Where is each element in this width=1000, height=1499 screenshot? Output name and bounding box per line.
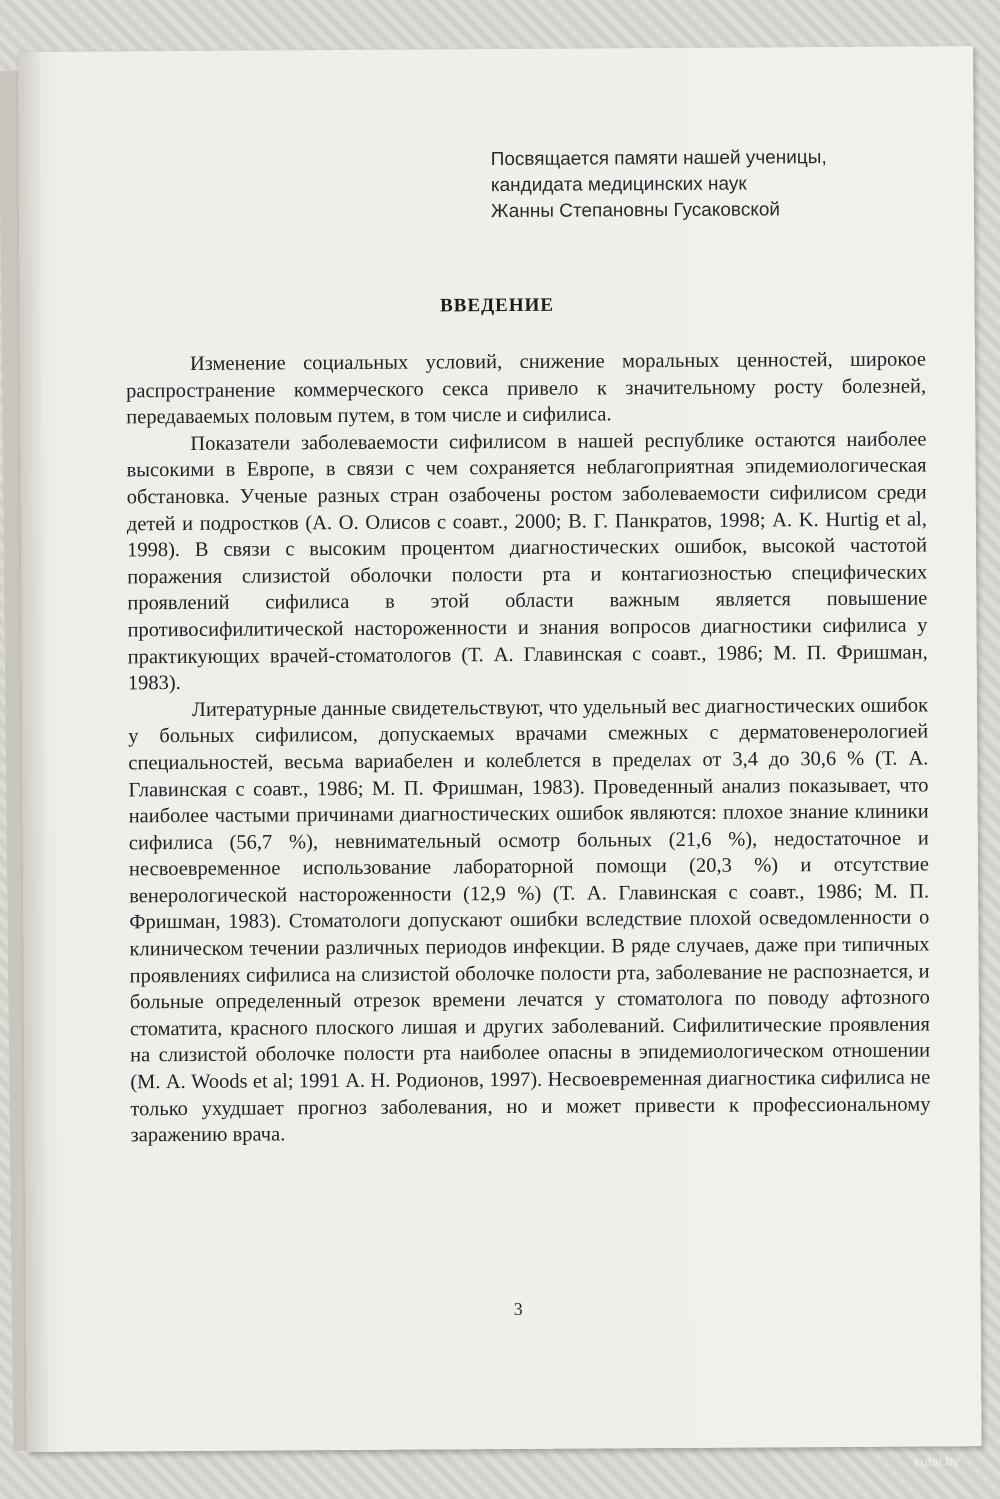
document-page <box>18 46 982 1452</box>
dedication-line: Жанны Степановны Гусаковской <box>490 199 781 223</box>
paragraph: Литературные данные свидетельствуют, что удельный вес диагностических ошибок у больных сифилисом, допускаемых врачами смежных с дерматовенерологией специальностей, весьма вариабелен и колеблется в пределах от 3,4 до 30,6 % (Т. А. Главинская с соавт., 1986; М. П. Фришман, 1983). Проведенный анализ показывает, что наиболее частыми причинами диагностических ошибок являются: плохое знание клиники сифилиса (56,7 %), невнимательный осмотр больных (21,6 %), недостаточное и несвоевременное использование лабораторной помощи (20,3 %) и отсутствие венерологической настороженности (12,9 %) (Т. А. Главинская с соавт., 1986; М. П. Фришман, 1983). Стоматологи допускают ошибки вследствие плохой осведомленности о клиническом течении различных периодов инфекции. В ряде случаев, даже при типичных проявлениях сифилиса на слизистой оболочке полости рта, заболевание не распознается, и больные определенный отрезок времени лечатся у стоматолога по поводу афтозного стоматита, красного плоского лишая и других заболеваний. Сифилитические проявления на слизистой оболочке полости рта наиболее опасны в эпидемиологическом отношении (М. А. Woods et al; 1991 А. Н. Родионов, 1997). Несвоевременная диагностика сифилиса не только ухудшает прогноз заболевания, но и может привести к профессиональному заражению врача. <box>128 694 931 1147</box>
dedication-block <box>491 144 931 225</box>
section-heading: ВВЕДЕНИЕ <box>439 294 555 317</box>
body-text <box>126 346 931 1149</box>
watermark: kufar.by <box>914 1452 961 1471</box>
dedication-line: кандидата медицинских наук <box>490 173 747 197</box>
paragraph: Изменение социальных условий, снижение моральных ценностей, широкое распространение коммерческого секса привело к значительному росту болезней, передаваемых половым путем, в том числе и сифилиса. <box>126 348 927 429</box>
paragraph: Показатели заболеваемости сифилисом в нашей республике остаются наиболее высокими в Европе, в связи с чем сохраняется неблагоприятная эпидемиологическая обстановка. Ученые разных стран озабочены ростом заболеваемости сифилисом среди детей и подростков (А. О. Олисов с соавт., 2000; В. Г. Панкратов, 1998; А. K. Hurtig et al, 1998). В связи с высоким процентом диагностических ошибок, высокой частотой поражения слизистой оболочки полости рта и контагиозностью специфических проявлений сифилиса в этой области важным является повышение противосифилитической настороженности и знания вопросов диагностики сифилиса у практикующих врачей-стоматологов (Т. А. Главинская с соавт., 1986; М. П. Фришман, 1983). <box>126 428 928 695</box>
dedication-line: Посвящается памяти нашей ученицы, <box>490 147 827 171</box>
page-number: 3 <box>513 1298 523 1319</box>
